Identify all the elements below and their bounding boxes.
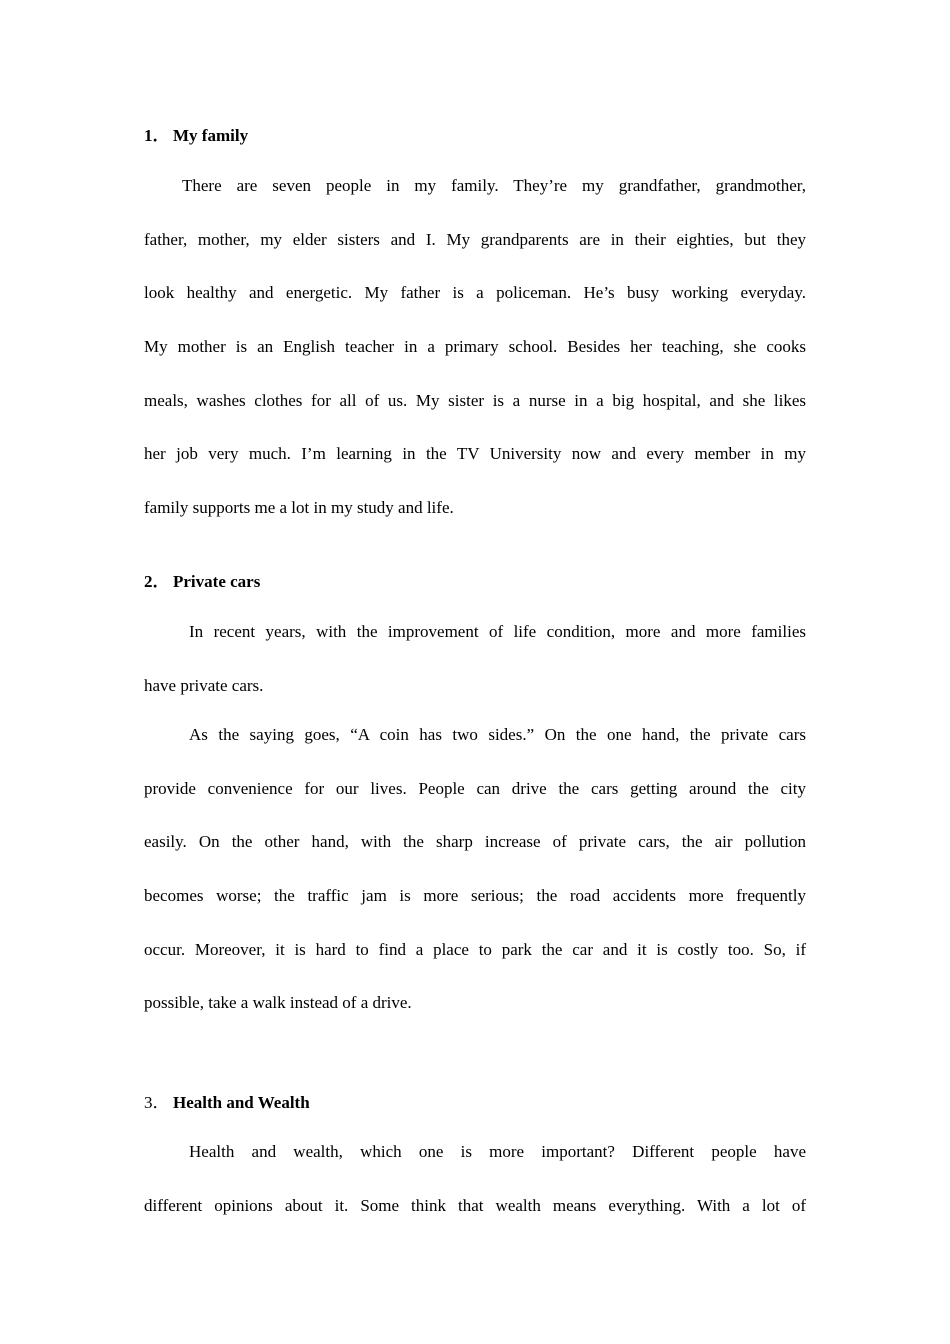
paragraph-health-and-wealth	[144, 1125, 806, 1232]
section-heading-health-and-wealth	[144, 1093, 310, 1113]
text-line: Health and wealth, which one is more important? Different people have	[189, 1142, 806, 1161]
text-line: father, mother, my elder sisters and I. My grandparents are in their eighties, but they	[144, 229, 806, 249]
section-title: My family	[173, 126, 249, 145]
paragraph-my-family	[144, 159, 806, 535]
section-heading-my-family	[144, 126, 248, 146]
text-line: In recent years, with the improvement of life condition, more and more families	[189, 622, 806, 641]
text-line: look healthy and energetic. My father is a policeman. He’s busy working everyday.	[144, 283, 806, 303]
text-line: family supports me a lot in my study and life.	[144, 498, 454, 518]
section-number: 1．	[144, 126, 170, 145]
text-line: provide convenience for our lives. People can drive the cars getting around the city	[144, 778, 806, 798]
text-line: easily. On the other hand, with the sharp increase of private cars, the air pollution	[144, 832, 806, 852]
text-line: My mother is an English teacher in a primary school. Besides her teaching, she cooks	[144, 337, 806, 357]
text-line: her job very much. I’m learning in the TV University now and every member in my	[144, 444, 806, 464]
section-number: 2．	[144, 572, 170, 591]
text-line: There are seven people in my family. They’re my grandfather, grandmother,	[182, 176, 806, 195]
text-line: occur. Moreover, it is hard to find a place to park the car and it is costly too. So, if	[144, 939, 806, 959]
text-line: becomes worse; the traffic jam is more serious; the road accidents more frequently	[144, 886, 806, 906]
text-line: have private cars.	[144, 675, 264, 695]
paragraph-private-cars-body	[144, 708, 806, 1030]
paragraph-private-cars-intro	[144, 605, 806, 712]
section-title: Private cars	[173, 572, 261, 591]
text-line: possible, take a walk instead of a drive.	[144, 993, 412, 1013]
text-line: meals, washes clothes for all of us. My sister is a nurse in a big hospital, and she likes	[144, 390, 806, 410]
section-title: Health and Wealth	[173, 1093, 310, 1112]
text-line: different opinions about it. Some think that wealth means everything. With a lot of	[144, 1195, 806, 1215]
section-number: 3．	[144, 1093, 170, 1112]
section-heading-private-cars	[144, 572, 260, 592]
text-line: As the saying goes, “A coin has two sides.” On the one hand, the private cars	[189, 725, 806, 744]
